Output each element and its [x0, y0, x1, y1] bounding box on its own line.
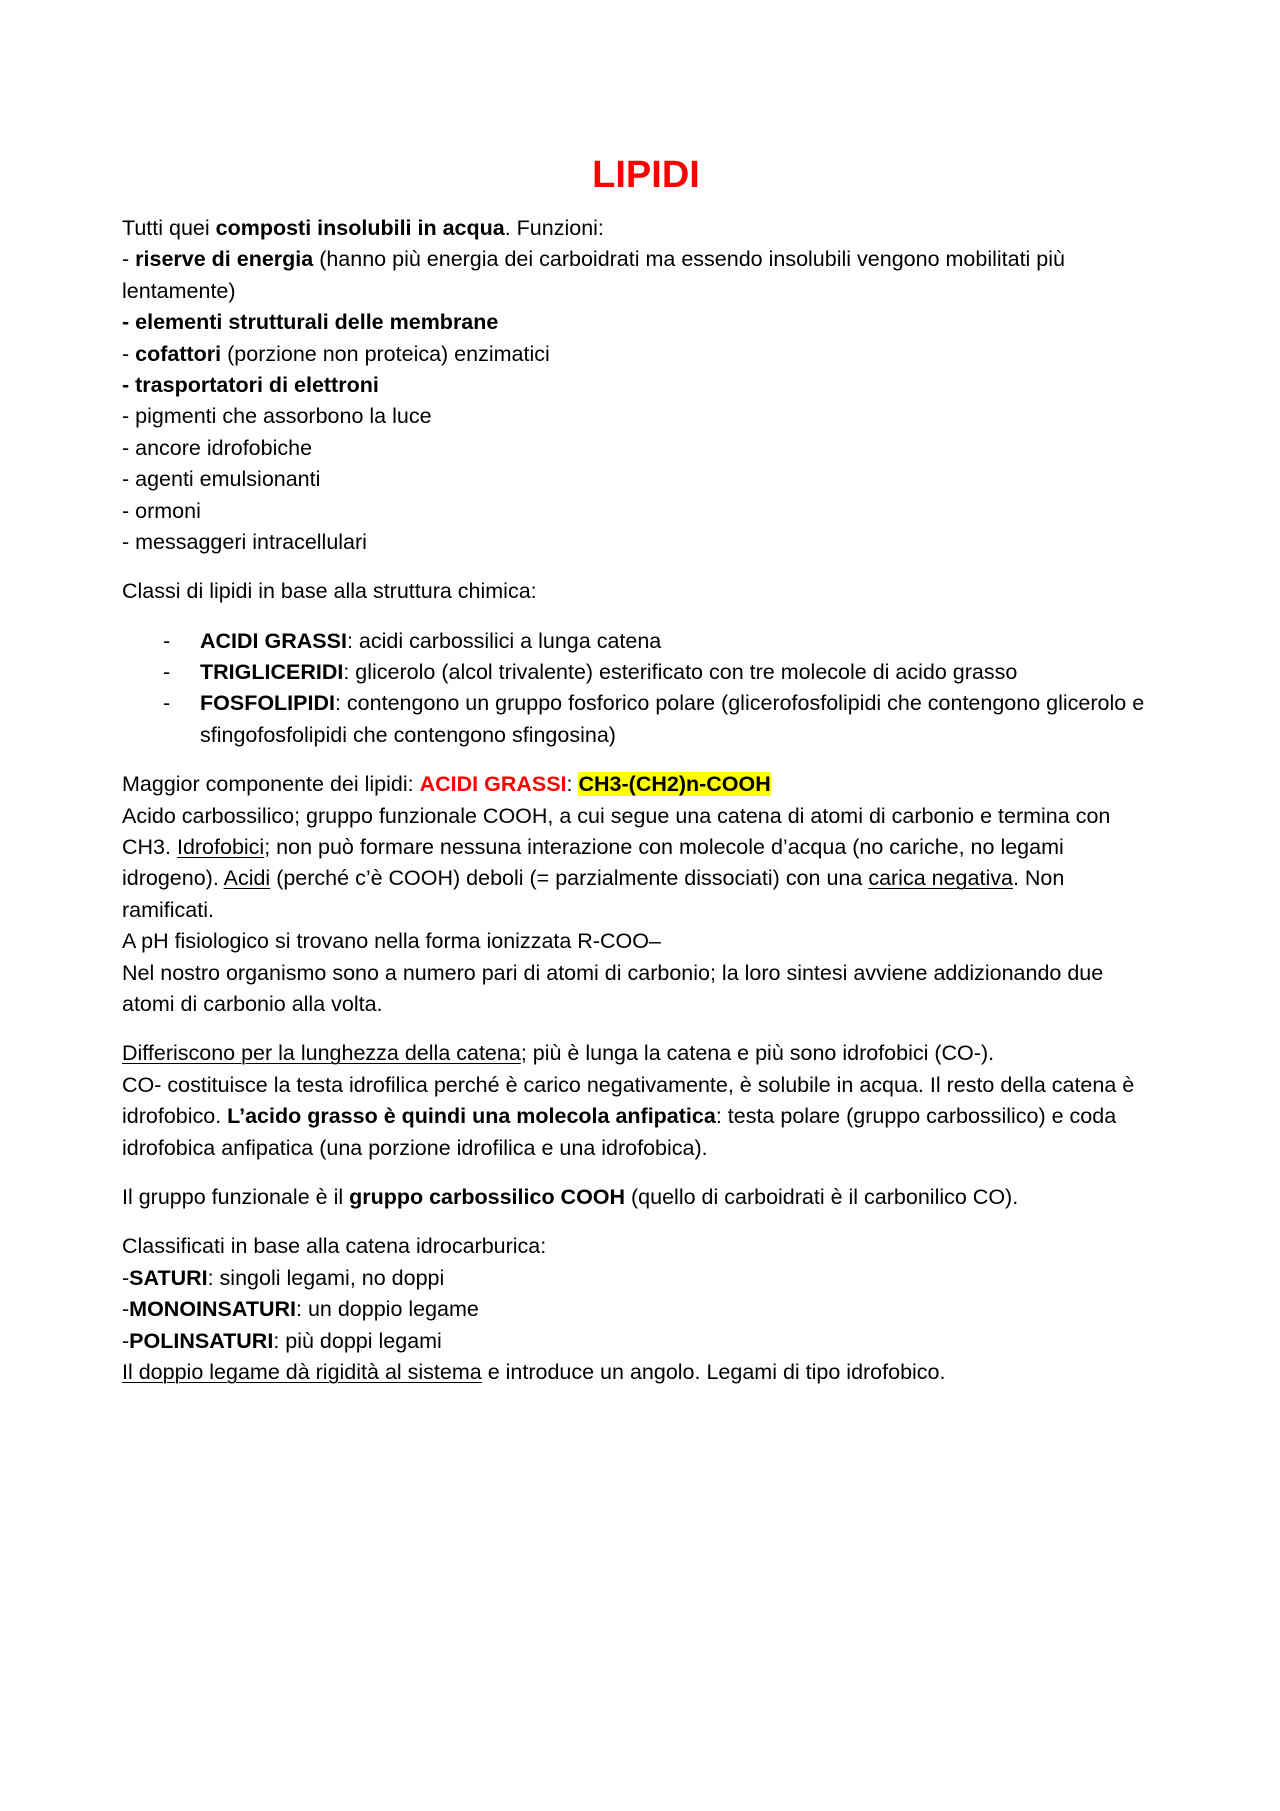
text-line: [122, 1263, 1170, 1294]
text-run: - ancore idrofobiche: [122, 435, 313, 460]
text-line: [122, 1357, 1170, 1388]
document-page: [122, 155, 1170, 1406]
list-item: [122, 657, 1170, 688]
text-line: [122, 464, 1170, 495]
list-item-text: [200, 657, 1170, 688]
text-line: [122, 576, 1170, 607]
text-line: [122, 832, 1170, 863]
text-run: . Non: [1012, 866, 1065, 891]
bold-text: L’acido grasso è quindi una molecola anfipatica: [227, 1104, 716, 1129]
paragraph: [122, 1182, 1170, 1213]
text-line: [122, 527, 1170, 558]
text-line: [122, 1231, 1170, 1262]
text-line: [122, 276, 1170, 307]
text-run: -: [122, 1265, 130, 1290]
text-run: (perché c’è COOH) deboli (= parzialmente dissociati) con una: [270, 866, 869, 891]
text-run: : più doppi legami: [273, 1328, 442, 1353]
text-line: [122, 958, 1170, 989]
text-run: idrofobica anfipatica (una porzione idrofilica e una idrofobica).: [122, 1135, 708, 1160]
text-run: Classificati in base alla catena idrocarburica:: [122, 1234, 547, 1259]
underlined-text: Idrofobici: [176, 835, 265, 860]
text-run: Classi di lipidi in base alla struttura chimica:: [122, 579, 537, 604]
bold-text: MONOINSATURI: [129, 1297, 296, 1322]
text-run: : singoli legami, no doppi: [207, 1265, 445, 1290]
text-run: ; non può formare nessuna interazione con molecole d’acqua (no cariche, no legami: [264, 835, 1064, 860]
text-run: : testa polare (gruppo carbossilico) e coda: [715, 1104, 1117, 1129]
bold-text: riserve di energia: [135, 247, 314, 272]
bullet-marker: -: [163, 691, 171, 716]
text-line: [122, 401, 1170, 432]
text-run: : glicerolo (alcol trivalente) esterificato con tre molecole di acido grasso: [343, 660, 1018, 685]
text-run: e introduce un angolo. Legami di tipo idrofobico.: [481, 1359, 946, 1384]
highlighted-formula: CH3-(CH2)n-COOH: [578, 772, 771, 797]
text-run: - ormoni: [122, 498, 201, 523]
list-item-text: [200, 626, 1170, 657]
text-run: idrogeno).: [122, 866, 224, 891]
paragraph: [122, 576, 1170, 607]
text-run: :: [566, 772, 579, 797]
bold-text: ACIDI GRASSI: [200, 628, 347, 653]
text-run: (hanno più energia dei carboidrati ma essendo insolubili vengono mobilitati più: [313, 247, 1065, 272]
paragraph: [122, 769, 1170, 1020]
bullet-marker: -: [163, 660, 171, 685]
text-line: [122, 895, 1170, 926]
text-run: CH3.: [122, 835, 177, 860]
bold-text: - trasportatori di elettroni: [122, 372, 379, 397]
text-run: : un doppio legame: [296, 1297, 479, 1322]
text-line: [200, 626, 1170, 657]
text-run: Nel nostro organismo sono a numero pari di atomi di carbonio; la loro sintesi avviene addizionando due: [122, 960, 1104, 985]
underlined-text: Acidi: [223, 866, 271, 891]
list-item: [122, 688, 1170, 751]
page-title: LIPIDI: [592, 154, 700, 196]
bullet-marker: -: [163, 628, 171, 653]
text-line: [122, 926, 1170, 957]
text-run: . Funzioni:: [504, 216, 604, 240]
text-run: atomi di carbonio alla volta.: [122, 991, 383, 1016]
text-run: -: [122, 1328, 130, 1353]
underlined-text: Differiscono per la lunghezza della catena: [122, 1041, 521, 1066]
bold-text: cofattori: [135, 341, 222, 366]
paragraph: [122, 1038, 1170, 1164]
text-line: [122, 307, 1170, 338]
text-line: [122, 863, 1170, 894]
text-run: Acido carbossilico; gruppo funzionale COOH, a cui segue una catena di atomi di carbonio e termina con: [122, 803, 1111, 828]
text-run: (porzione non proteica) enzimatici: [221, 341, 550, 366]
text-line: [122, 339, 1170, 370]
bold-text: SATURI: [129, 1265, 208, 1290]
text-line: [200, 657, 1170, 688]
bold-text: TRIGLICERIDI: [200, 660, 344, 685]
text-run: -: [122, 341, 136, 366]
bold-text: FOSFOLIPIDI: [200, 691, 335, 716]
text-line: [122, 370, 1170, 401]
bullet-list: [122, 626, 1170, 752]
colored-term: ACIDI GRASSI: [419, 772, 567, 797]
text-line: [122, 213, 1170, 244]
text-run: ramificati.: [122, 897, 214, 922]
text-line: [200, 688, 1170, 719]
list-item: [122, 626, 1170, 657]
text-run: - agenti emulsionanti: [122, 467, 321, 492]
text-line: [122, 496, 1170, 527]
text-line: [122, 1101, 1170, 1132]
underlined-text: carica negativa: [868, 866, 1013, 891]
text-run: Tutti quei: [122, 216, 216, 240]
text-line: [122, 1133, 1170, 1164]
text-line: [122, 1294, 1170, 1325]
text-run: Il gruppo funzionale è il: [122, 1184, 350, 1209]
text-run: idrofobico.: [122, 1104, 228, 1129]
text-run: lentamente): [122, 278, 236, 303]
text-run: : acidi carbossilici a lunga catena: [346, 628, 662, 653]
text-run: - messaggeri intracellulari: [122, 529, 367, 554]
text-run: ; più è lunga la catena e più sono idrofobici (CO-).: [520, 1041, 995, 1066]
list-item-text: [200, 688, 1170, 751]
text-run: sfingofosfolipidi che contengono sfingosina): [200, 722, 616, 747]
text-line: [122, 801, 1170, 832]
bold-text: POLINSATURI: [129, 1328, 274, 1353]
text-line: [122, 1326, 1170, 1357]
text-line: [200, 720, 1170, 751]
text-line: [122, 433, 1170, 464]
text-line: [122, 244, 1170, 275]
text-run: -: [122, 1297, 130, 1322]
paragraph: [122, 1231, 1170, 1388]
text-run: CO- costituisce la testa idrofilica perché è carico negativamente, è solubile in acqua. Il resto della catena è: [122, 1072, 1135, 1097]
bold-text: - elementi strutturali delle membrane: [122, 310, 499, 335]
text-line: [122, 1182, 1170, 1213]
text-run: - pigmenti che assorbono la luce: [122, 404, 432, 429]
text-line: [122, 1038, 1170, 1069]
text-run: A pH fisiologico si trovano nella forma ionizzata R-COO–: [122, 929, 661, 954]
text-line: [122, 769, 1170, 800]
text-run: : contengono un gruppo fosforico polare (glicerofosfolipidi che contengono glicerolo e: [334, 691, 1145, 716]
text-line: [122, 989, 1170, 1020]
text-run: (quello di carboidrati è il carbonilico CO).: [625, 1184, 1019, 1209]
bold-text: gruppo carbossilico COOH: [349, 1184, 626, 1209]
text-line: [122, 1070, 1170, 1101]
underlined-text: Il doppio legame dà rigidità al sistema: [122, 1359, 482, 1384]
document-body: [122, 213, 1170, 1388]
text-run: Maggior componente dei lipidi:: [122, 772, 420, 797]
text-run: -: [122, 247, 136, 272]
bold-text: composti insolubili in acqua: [215, 216, 505, 240]
paragraph: [122, 213, 1170, 558]
